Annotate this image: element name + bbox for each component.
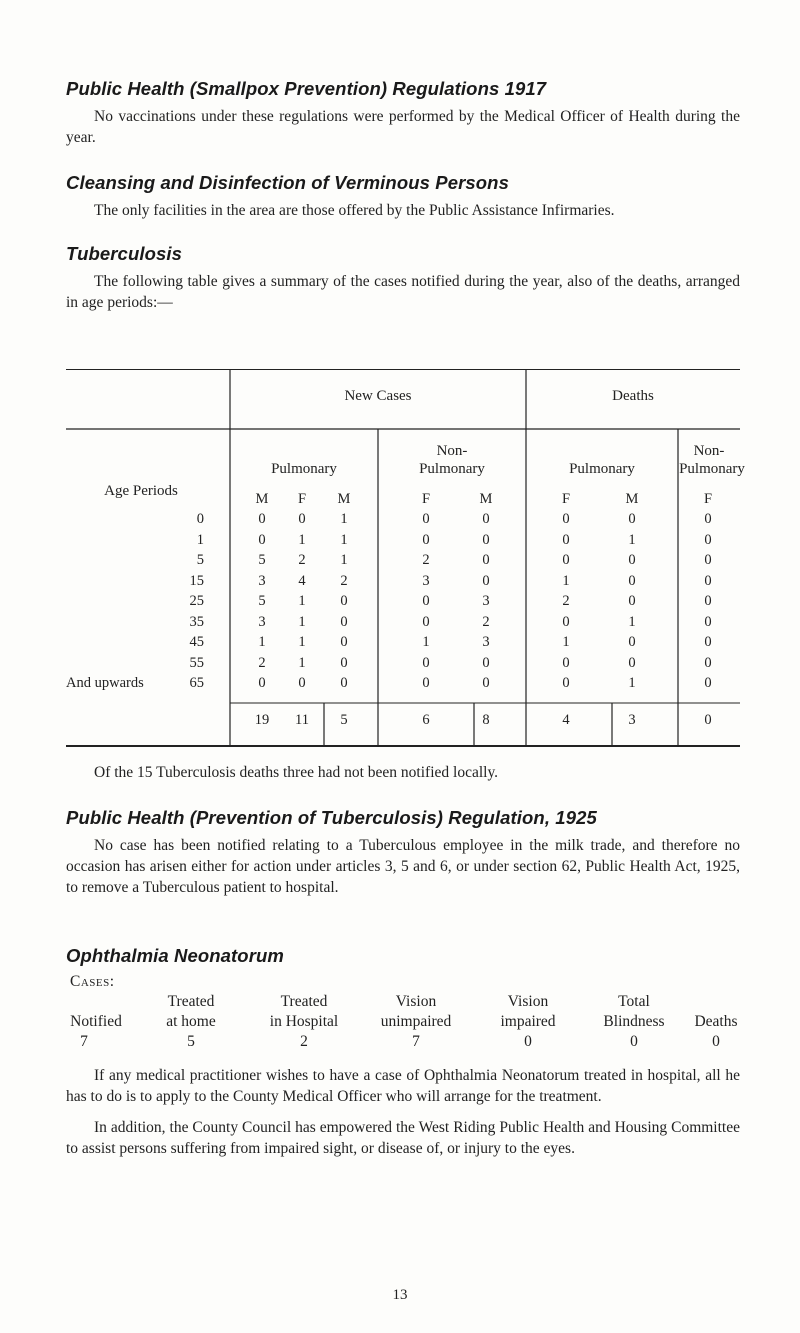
table-cell: 0 <box>562 511 570 527</box>
closing-paragraph-1: If any medical practitioner wishes to have a case of Ophthalmia Neonatorum treated in hospital, all he has to do is to apply to the County Medical Officer who will arrange for the treatment. <box>66 1067 740 1105</box>
table-cell: 0 <box>258 675 266 691</box>
table-cell: 3 <box>482 593 490 609</box>
ophthalmia-value: 7 <box>412 1033 420 1050</box>
table-cell: 0 <box>628 511 636 527</box>
ophthalmia-header-top: Treated <box>280 993 328 1010</box>
total-cell: 8 <box>482 712 490 728</box>
table-cell: 0 <box>422 511 430 527</box>
sex-header: F <box>421 491 431 507</box>
table-cell: 0 <box>482 552 490 568</box>
table-cell: 0 <box>422 654 430 671</box>
table-cell: 0 <box>704 511 712 527</box>
tb-note-block <box>66 762 740 783</box>
table-cell: 0 <box>340 654 348 671</box>
ophthalmia-value: 7 <box>80 1033 88 1050</box>
table-cell: 0 <box>628 552 636 568</box>
table-cell: 1 <box>340 531 348 548</box>
header-new-nonpulm-1: Non- <box>436 443 468 459</box>
age-period: 25 <box>189 593 204 609</box>
section-smallpox <box>66 78 740 148</box>
table-cell: 1 <box>340 552 348 568</box>
sex-header: M <box>255 491 269 507</box>
age-period: 55 <box>189 654 204 671</box>
table-cell: 2 <box>298 552 306 568</box>
age-period: 65 <box>189 675 204 691</box>
table-cell: 0 <box>562 675 570 691</box>
age-period: 45 <box>189 634 204 650</box>
table-cell: 0 <box>562 531 570 548</box>
ophthalmia-value: 2 <box>300 1033 308 1050</box>
table-cell: 0 <box>704 634 712 650</box>
cases-label: Cases: <box>70 973 115 990</box>
ophthalmia-header: at home <box>166 1013 216 1030</box>
ophthalmia-header-top: Vision <box>395 993 437 1010</box>
table-cell: 0 <box>258 531 266 548</box>
total-cell: 0 <box>704 712 712 728</box>
table-cell: 0 <box>258 511 266 527</box>
closing-paragraph-2: In addition, the County Council has empowered the West Riding Public Health and Housing Committee to assist persons suffering from impaired sight, or disease of, or injury to the eyes. <box>66 1119 740 1157</box>
table-cell: 2 <box>422 552 430 568</box>
sex-header: F <box>297 491 307 507</box>
ophthalmia-header: Deaths <box>694 1013 738 1030</box>
table-cell: 0 <box>704 675 712 691</box>
header-new-nonpulm-2: Pulmonary <box>419 461 485 477</box>
table-cell: 0 <box>422 593 430 609</box>
table-cell: 3 <box>482 634 490 650</box>
table-cell: 1 <box>298 613 306 630</box>
ophthalmia-value: 0 <box>630 1033 638 1050</box>
ophthalmia-header-top: Vision <box>507 993 549 1010</box>
sex-header: M <box>479 491 493 507</box>
table-cell: 1 <box>562 572 570 589</box>
table-cell: 0 <box>482 654 490 671</box>
table-cell: 1 <box>298 634 306 650</box>
prevention-heading: Public Health (Prevention of Tuberculosis) Regulation, 1925 <box>66 807 597 828</box>
table-cell: 2 <box>340 572 348 589</box>
section-prevention <box>66 807 740 898</box>
age-period: 15 <box>189 572 204 589</box>
ophthalmia-header: unimpaired <box>380 1013 452 1030</box>
header-deaths-nonpulm-1: Non- <box>693 443 725 459</box>
table-cell: 0 <box>482 511 490 527</box>
cleansing-text: The only facilities in the area are those offered by the Public Assistance Infirmaries. <box>94 202 615 219</box>
ophthalmia-value: 5 <box>187 1033 195 1050</box>
table-cell: 0 <box>562 654 570 671</box>
age-period: 0 <box>196 511 204 527</box>
age-period: 5 <box>196 552 204 568</box>
ophthalmia-value: 0 <box>712 1033 720 1050</box>
table-cell: 1 <box>422 634 430 650</box>
table-cell: 0 <box>340 593 348 609</box>
table-cell: 5 <box>258 593 266 609</box>
ophthalmia-heading: Ophthalmia Neonatorum <box>66 945 284 966</box>
document-page <box>66 78 740 313</box>
sex-header: F <box>561 491 571 507</box>
table-cell: 0 <box>340 675 348 691</box>
table-cell: 0 <box>628 593 636 609</box>
sex-header: F <box>703 491 713 507</box>
table-cell: 3 <box>258 572 266 589</box>
table-cell: 0 <box>704 552 712 568</box>
header-deaths-pulmonary: Pulmonary <box>569 461 635 477</box>
table-cell: 3 <box>258 613 266 630</box>
table-cell: 0 <box>704 593 712 609</box>
total-cell: 4 <box>562 712 570 728</box>
table-cell: 0 <box>704 572 712 589</box>
total-cell: 11 <box>295 712 309 728</box>
table-cell: 0 <box>562 613 570 630</box>
prevention-text: No case has been notified relating to a Tuberculous employee in the milk trade, and therefore no occasion has arisen either for action under articles 3, 5 and 6, or under section 62, Public Health Act, 1925, to remove a Tuberculous patient to hospital. <box>66 837 740 896</box>
sex-header: M <box>337 491 351 507</box>
table-cell: 2 <box>482 613 490 630</box>
table-cell: 0 <box>340 634 348 650</box>
total-cell: 5 <box>340 712 348 728</box>
tuberculosis-text: The following table gives a summary of the cases notified during the year, also of the deaths, arranged in age periods:— <box>66 273 740 311</box>
table-cell: 1 <box>298 654 306 671</box>
age-row-label: And upwards <box>66 675 144 691</box>
table-cell: 0 <box>422 675 430 691</box>
ophthalmia-cases-table <box>66 993 740 1059</box>
table-cell: 0 <box>340 613 348 630</box>
table-cell: 0 <box>482 531 490 548</box>
section-cleansing <box>66 172 740 221</box>
header-age-periods: Age Periods <box>104 483 178 499</box>
section-ophthalmia <box>66 945 740 1059</box>
table-cell: 3 <box>422 572 430 589</box>
tuberculosis-table <box>66 369 745 749</box>
page-number: 13 <box>392 1287 408 1303</box>
smallpox-heading: Public Health (Smallpox Prevention) Regulations 1917 <box>66 78 547 99</box>
table-cell: 1 <box>258 634 266 650</box>
section-closing <box>66 1065 740 1169</box>
ophthalmia-header-top: Total <box>618 993 650 1010</box>
table-cell: 5 <box>258 552 266 568</box>
table-cell: 1 <box>628 613 636 630</box>
table-cell: 0 <box>704 531 712 548</box>
table-cell: 0 <box>482 572 490 589</box>
sex-header: M <box>625 491 639 507</box>
header-deaths: Deaths <box>612 388 654 404</box>
table-cell: 0 <box>704 654 712 671</box>
total-cell: 19 <box>254 712 270 728</box>
table-cell: 0 <box>482 675 490 691</box>
ophthalmia-header: impaired <box>500 1013 556 1030</box>
tuberculosis-heading: Tuberculosis <box>66 243 183 264</box>
table-cell: 2 <box>562 593 570 609</box>
table-cell: 0 <box>298 675 306 691</box>
tb-deaths-note: Of the 15 Tuberculosis deaths three had not been notified locally. <box>94 764 499 781</box>
age-period: 1 <box>196 531 204 548</box>
smallpox-text: No vaccinations under these regulations were performed by the Medical Officer of Health during the year. <box>66 108 740 146</box>
table-cell: 1 <box>562 634 570 650</box>
section-tuberculosis <box>66 243 740 313</box>
table-cell: 1 <box>628 675 636 691</box>
table-cell: 4 <box>298 572 306 589</box>
table-cell: 0 <box>422 613 430 630</box>
table-cell: 2 <box>258 654 266 671</box>
table-cell: 1 <box>298 593 306 609</box>
table-cell: 0 <box>704 613 712 630</box>
table-cell: 0 <box>628 654 636 671</box>
ophthalmia-header-top: Treated <box>167 993 215 1010</box>
table-cell: 1 <box>340 511 348 527</box>
age-period: 35 <box>189 613 204 630</box>
ophthalmia-header: Notified <box>70 1013 122 1030</box>
ophthalmia-header: Blindness <box>603 1013 665 1030</box>
ophthalmia-value: 0 <box>524 1033 532 1050</box>
total-cell: 6 <box>422 712 430 728</box>
header-new-pulmonary: Pulmonary <box>271 461 337 477</box>
total-cell: 3 <box>628 712 636 728</box>
table-cell: 0 <box>422 531 430 548</box>
table-cell: 0 <box>628 634 636 650</box>
ophthalmia-header: in Hospital <box>269 1013 339 1030</box>
header-new-cases: New Cases <box>344 388 412 404</box>
table-cell: 0 <box>628 572 636 589</box>
cleansing-heading: Cleansing and Disinfection of Verminous Persons <box>66 172 509 193</box>
table-cell: 0 <box>562 552 570 568</box>
table-cell: 0 <box>298 511 306 527</box>
table-cell: 1 <box>628 531 636 548</box>
table-cell: 1 <box>298 531 306 548</box>
header-deaths-nonpulm-2: Pulmonary <box>679 461 745 477</box>
